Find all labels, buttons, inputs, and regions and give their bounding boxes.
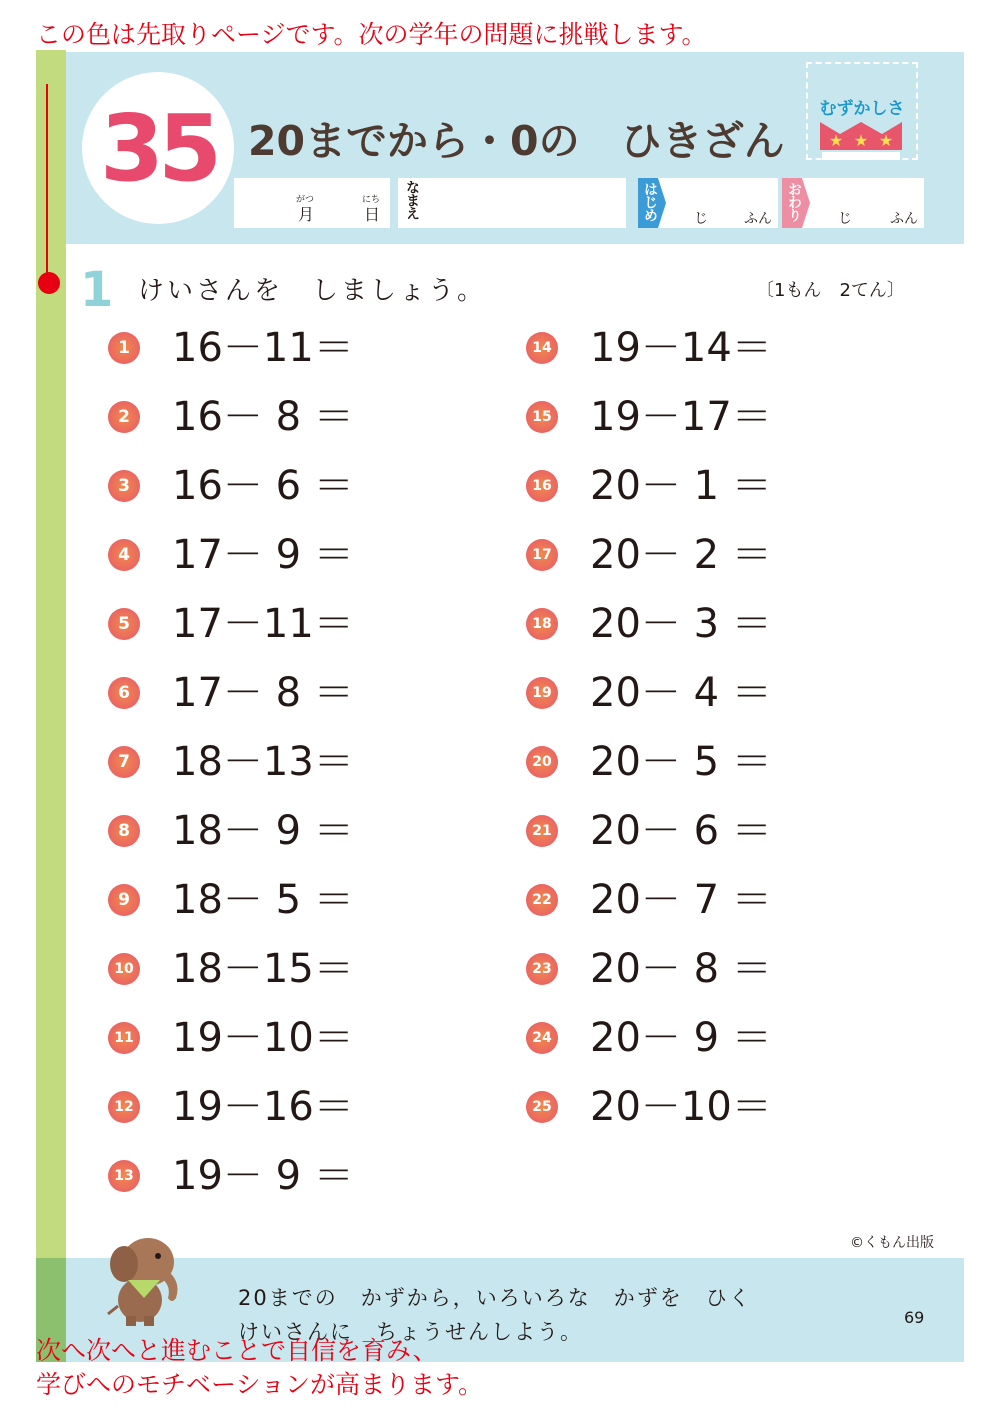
end-minute-label: ふん (890, 211, 918, 227)
problem-number-badge: 5 (108, 608, 140, 640)
notice-line-1: この色は先取りページです。次の学年の問題に挑戦します。 (36, 20, 707, 49)
month-label: 月 (298, 205, 315, 224)
page-number: 69 (904, 1308, 925, 1327)
problem-expression: 19－17＝ (590, 394, 772, 440)
problem-expression: 20－ 5 ＝ (590, 739, 772, 785)
problem-expression: 16－11＝ (172, 325, 354, 371)
notice-line-4: 学びへのモチベーションが高まります。 (36, 1370, 484, 1399)
problem-expression: 20－ 7 ＝ (590, 877, 772, 923)
problem-number-badge: 25 (526, 1091, 558, 1123)
problem-number-badge: 6 (108, 677, 140, 709)
problem-expression: 16－ 6 ＝ (172, 463, 354, 509)
problem-number-badge: 22 (526, 884, 558, 916)
problem-expression: 18－ 5 ＝ (172, 877, 354, 923)
problem-number-badge: 15 (526, 401, 558, 433)
start-hour-label: じ (694, 211, 708, 227)
problem-number-badge: 21 (526, 815, 558, 847)
star-icon: ★ (828, 131, 844, 150)
problem-number-badge: 17 (526, 539, 558, 571)
difficulty-label: むずかしさ (819, 99, 905, 119)
problem-expression: 19－16＝ (172, 1084, 354, 1130)
end-label: おわり (786, 182, 802, 221)
problem-number-badge: 13 (108, 1160, 140, 1192)
problem-number-badge: 19 (526, 677, 558, 709)
start-minute-label: ふん (744, 211, 772, 227)
name-field[interactable] (398, 178, 626, 228)
unit-number: 35 (99, 94, 217, 202)
day-label: 日 (364, 205, 381, 224)
problem-number-badge: 14 (526, 332, 558, 364)
star-icon: ★ (853, 131, 869, 150)
copyright: ©くもん出版 (850, 1235, 934, 1251)
problem-number-badge: 10 (108, 953, 140, 985)
section-instruction: けいさんを しましょう。 (138, 276, 487, 306)
problem-expression: 20－ 6 ＝ (590, 808, 772, 854)
month-ruby: がつ (296, 195, 315, 205)
problem-number-badge: 3 (108, 470, 140, 502)
problem-expression: 18－13＝ (172, 739, 354, 785)
unit-number-badge (82, 72, 234, 224)
problem-expression: 20－ 1 ＝ (590, 463, 772, 509)
page-title: 20までから・0の ひきざん (248, 117, 785, 165)
section-number: 1 (80, 262, 114, 318)
problem-expression: 20－ 9 ＝ (590, 1015, 772, 1061)
left-green-bar (36, 50, 66, 1362)
problem-expression: 18－ 9 ＝ (172, 808, 354, 854)
problem-expression: 20－ 4 ＝ (590, 670, 772, 716)
crown-icon (818, 120, 904, 162)
problem-number-badge: 23 (526, 953, 558, 985)
problem-expression: 20－ 3 ＝ (590, 601, 772, 647)
problem-expression: 16－ 8 ＝ (172, 394, 354, 440)
problem-expression: 17－ 9 ＝ (172, 532, 354, 578)
name-label: なまえ (404, 180, 420, 219)
problem-number-badge: 9 (108, 884, 140, 916)
problem-expression: 18－15＝ (172, 946, 354, 992)
problem-number-badge: 8 (108, 815, 140, 847)
problem-number-badge: 12 (108, 1091, 140, 1123)
elephant-mascot-icon (104, 1228, 194, 1328)
star-icon: ★ (878, 131, 894, 150)
problem-number-badge: 18 (526, 608, 558, 640)
problem-expression: 19－14＝ (590, 325, 772, 371)
section-points: 〔1もん 2てん〕 (756, 280, 905, 301)
problem-expression: 20－ 8 ＝ (590, 946, 772, 992)
problem-number-badge: 4 (108, 539, 140, 571)
problem-number-badge: 7 (108, 746, 140, 778)
problem-expression: 19－ 9 ＝ (172, 1153, 354, 1199)
footer-line-1: 20までの かずから，いろいろな かずを ひく (238, 1286, 752, 1310)
notice-line-3: 次へ次へと進むことで自信を育み、 (36, 1336, 438, 1365)
footer-line-2: けいさんに ちょうせんしよう。 (238, 1320, 583, 1344)
problem-number-badge: 2 (108, 401, 140, 433)
problem-number-badge: 24 (526, 1022, 558, 1054)
day-ruby: にち (362, 195, 381, 205)
notice-red-dot (38, 272, 60, 294)
problem-number-badge: 11 (108, 1022, 140, 1054)
problem-number-badge: 16 (526, 470, 558, 502)
end-hour-label: じ (838, 211, 852, 227)
problem-number-badge: 20 (526, 746, 558, 778)
problem-expression: 19－10＝ (172, 1015, 354, 1061)
problem-expression: 17－ 8 ＝ (172, 670, 354, 716)
problem-expression: 20－10＝ (590, 1084, 772, 1130)
problem-expression: 20－ 2 ＝ (590, 532, 772, 578)
problem-expression: 17－11＝ (172, 601, 354, 647)
start-label: はじめ (642, 182, 658, 221)
problem-number-badge: 1 (108, 332, 140, 364)
notice-red-line (46, 84, 48, 284)
